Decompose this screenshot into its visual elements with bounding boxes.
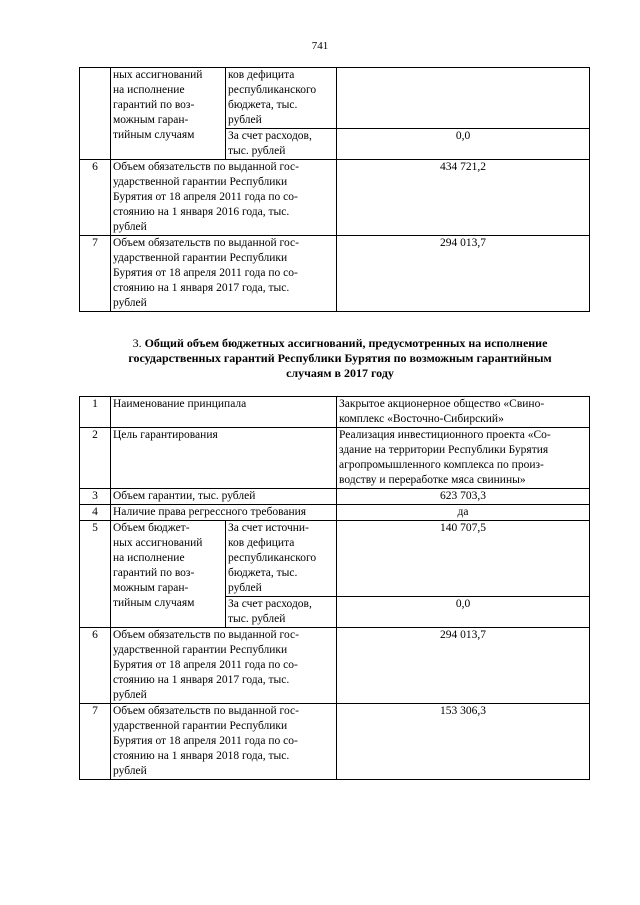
table-row: 7 Объем обязательств по выданной гос- ударственной гарантии Республики Бурятия от 18 апреля 2011 года по со- стоянию на 1 января 2018 года, тыс. рублей 153 306,3: [80, 704, 590, 780]
guarantee-table-continued: [79, 67, 590, 312]
row-value: 434 721,2: [337, 160, 590, 236]
table-row: 2 Цель гарантирования Реализация инвестиционного проекта «Со- здание на территории Республики Бурятия агропромышленного комплекса по произ- водству и переработке мяса свинины»: [80, 428, 590, 489]
table-row: 7 Объем обязательств по выданной гос- ударственной гарантии Республики Бурятия от 18 апреля 2011 года по со- стоянию на 1 января 2017 года, тыс. рублей 294 013,7: [80, 236, 590, 312]
row5b-source: За счет расходов, тыс. рублей: [226, 129, 337, 160]
table-row: [80, 68, 590, 129]
row5-label: Объем бюджет- ных ассигнований на исполнение гарантий по воз- можным гаран- тийным случаям: [111, 521, 226, 628]
table-row: 5 Объем бюджет- ных ассигнований на исполнение гарантий по воз- можным гаран- тийным случаям За счет источни- ков дефицита республиканского бюджета, тыс. рублей 140 707,5: [80, 521, 590, 597]
table-row: 6 Объем обязательств по выданной гос- ударственной гарантии Республики Бурятия от 18 апреля 2011 года по со- стоянию на 1 января 2016 года, тыс. рублей 434 721,2: [80, 160, 590, 236]
row-label: Объем обязательств по выданной гос- ударственной гарантии Республики Бурятия от 18 апреля 2011 года по со- стоянию на 1 января 2017 года, тыс. рублей: [111, 236, 337, 312]
row5a-source: ков дефицита республиканского бюджета, тыс. рублей: [226, 68, 337, 129]
row-value: 294 013,7: [337, 236, 590, 312]
table-row: За счет расходов, тыс. рублей 0,0: [80, 597, 590, 628]
section-heading: 3. Общий объем бюджетных ассигнований, предусмотренных на исполнение государственных гарантий Республики Бурятия по возможным гарантийным случаям в 2017 году: [128, 336, 552, 380]
row5b-source: За счет расходов, тыс. рублей: [226, 597, 337, 628]
page-number: 741: [311, 40, 329, 52]
row5b-value: 0,0: [337, 129, 590, 160]
row5a-source: За счет источни- ков дефицита республиканского бюджета, тыс. рублей: [226, 521, 337, 597]
table-row: 3 Объем гарантии, тыс. рублей 623 703,3: [80, 489, 590, 505]
section-number: 3.: [132, 336, 142, 350]
table-row: 1 Наименование принципала Закрытое акционерное общество «Свино- комплекс «Восточно-Сибирский»: [80, 397, 590, 428]
table-row: 6 Объем обязательств по выданной гос- ударственной гарантии Республики Бурятия от 18 апреля 2011 года по со- стоянию на 1 января 2017 года, тыс. рублей 294 013,7: [80, 628, 590, 704]
guarantee-table-2017: [79, 396, 590, 780]
row5-label: ных ассигнований на исполнение гарантий по воз- можным гаран- тийным случаям: [111, 68, 226, 160]
table-row: 4 Наличие права регрессного требования да: [80, 505, 590, 521]
row-label: Объем обязательств по выданной гос- ударственной гарантии Республики Бурятия от 18 апреля 2011 года по со- стоянию на 1 января 2016 года, тыс. рублей: [111, 160, 337, 236]
